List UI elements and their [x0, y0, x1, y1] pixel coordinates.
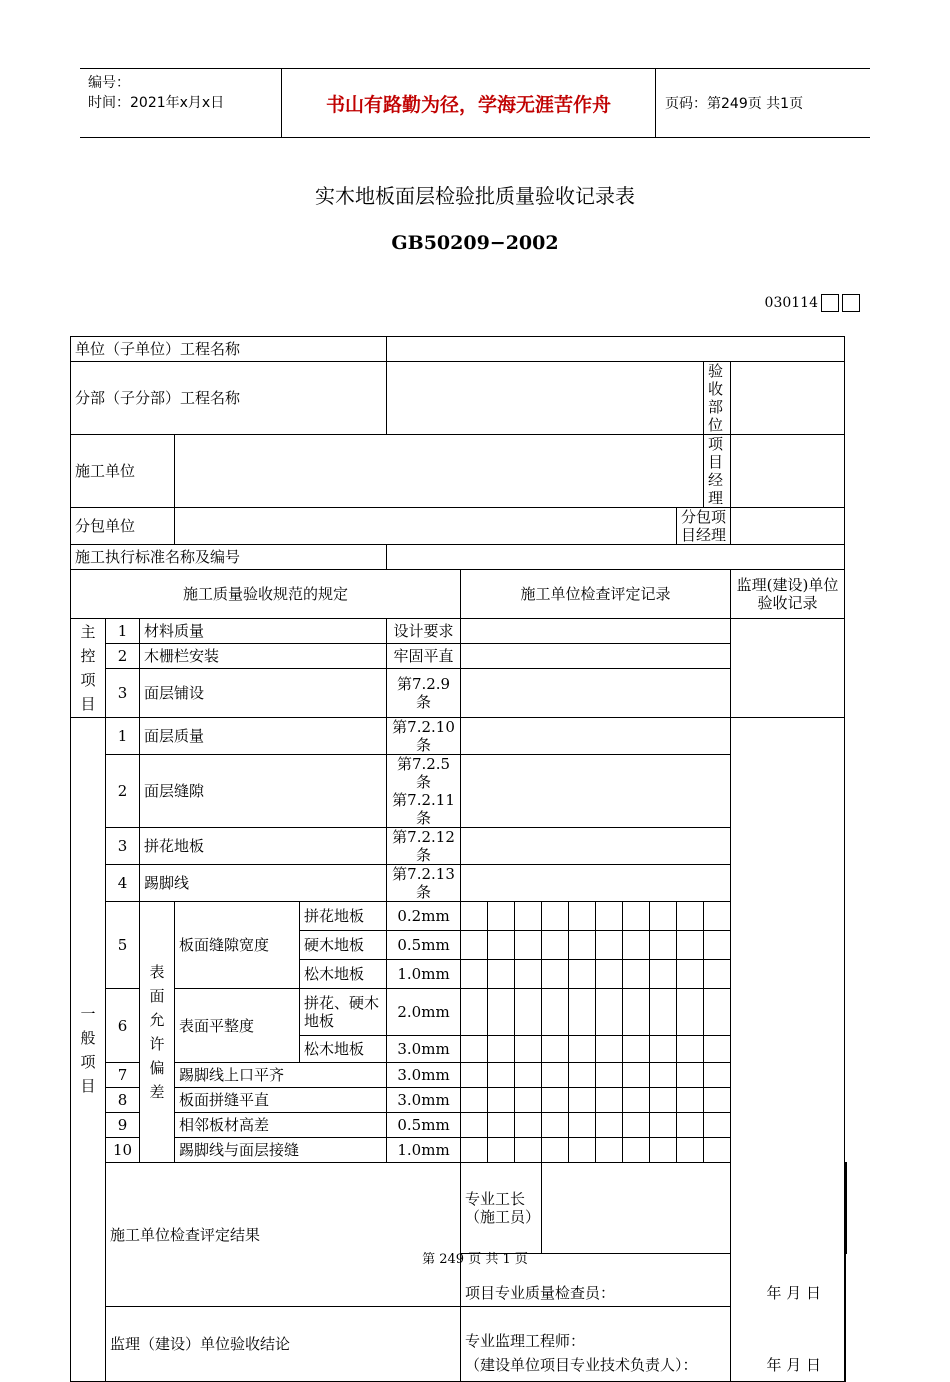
measure-cell[interactable] — [623, 1138, 650, 1163]
exec-standard-value[interactable] — [387, 545, 845, 570]
measure-cell[interactable] — [677, 902, 704, 931]
page-footer: 第 249 页 共 1 页 — [422, 1252, 528, 1267]
measure-cell[interactable] — [650, 931, 677, 960]
measure-cell[interactable] — [542, 931, 569, 960]
measure-cell[interactable] — [515, 1113, 542, 1138]
check-header: 施工单位检查评定记录 — [461, 570, 731, 619]
subcontract-unit-label: 分包单位 — [71, 508, 175, 545]
form-code — [765, 294, 860, 312]
measure-cell[interactable] — [488, 989, 515, 1036]
header-meta — [80, 69, 280, 137]
measure-cell[interactable] — [677, 1088, 704, 1113]
supervision-cell[interactable] — [461, 1307, 846, 1382]
main-supervise[interactable] — [731, 619, 845, 718]
measure-cell[interactable] — [650, 989, 677, 1036]
item-req: 第7.2.10条 — [387, 718, 461, 755]
sub-name-value[interactable] — [387, 362, 704, 435]
item-check[interactable] — [461, 669, 731, 718]
measure-cell[interactable] — [623, 931, 650, 960]
item-check[interactable] — [461, 718, 731, 755]
measure-cell[interactable] — [623, 1088, 650, 1113]
measure-cell[interactable] — [488, 1036, 515, 1063]
project-manager-value[interactable] — [731, 435, 845, 508]
measure-cell[interactable] — [596, 989, 623, 1036]
measure-cell[interactable] — [623, 1063, 650, 1088]
measure-cell[interactable] — [650, 1113, 677, 1138]
measure-cell[interactable] — [461, 1036, 488, 1063]
measure-cell[interactable] — [650, 1088, 677, 1113]
measure-cell[interactable] — [488, 902, 515, 931]
measure-cell[interactable] — [461, 1088, 488, 1113]
measure-cell[interactable] — [542, 1036, 569, 1063]
form-code-text: 030114 — [764, 295, 818, 311]
project-manager-label: 项目经理 — [704, 435, 731, 508]
item-name: 表面平整度 — [175, 989, 300, 1063]
sub-name-label: 分部（子分部）工程名称 — [71, 362, 387, 435]
item-name: 踢脚线与面层接缝 — [175, 1138, 387, 1163]
measure-cell[interactable] — [704, 902, 731, 931]
item-no: 7 — [106, 1063, 140, 1088]
inspector-label: 项目专业质量检查员： — [465, 1284, 616, 1302]
measure-cell[interactable] — [704, 931, 731, 960]
measure-cell[interactable] — [704, 989, 731, 1036]
sub-val: 2.0mm — [387, 989, 461, 1036]
item-no: 8 — [106, 1088, 140, 1113]
sub-type: 拼花、硬木地板 — [300, 989, 387, 1036]
header-motto: 书山有路勤为径，学海无涯苦作舟 — [281, 69, 656, 137]
sub-val: 0.5mm — [387, 1113, 461, 1138]
measure-cell[interactable] — [677, 960, 704, 989]
item-no: 5 — [106, 902, 140, 989]
measure-cell[interactable] — [542, 1138, 569, 1163]
item-name: 相邻板材高差 — [175, 1113, 387, 1138]
measure-cell[interactable] — [569, 989, 596, 1036]
measure-cell[interactable] — [569, 1063, 596, 1088]
sub-val: 3.0mm — [387, 1063, 461, 1088]
item-name: 板面缝隙宽度 — [175, 902, 300, 989]
measure-cell[interactable] — [623, 902, 650, 931]
item-check[interactable] — [461, 619, 731, 644]
sub-val: 3.0mm — [387, 1036, 461, 1063]
item-name: 面层缝隙 — [140, 755, 387, 828]
inspection-table — [70, 336, 847, 1382]
measure-cell[interactable] — [569, 1088, 596, 1113]
sub-type: 松木地板 — [300, 960, 387, 989]
item-name: 木栅栏安装 — [140, 644, 387, 669]
measure-cell[interactable] — [677, 1113, 704, 1138]
measure-cell[interactable] — [515, 931, 542, 960]
sub-val: 3.0mm — [387, 1088, 461, 1113]
team-leader-value[interactable] — [846, 1163, 847, 1254]
main-group-label: 主 控 项 目 — [71, 619, 106, 718]
measure-cell[interactable] — [569, 1036, 596, 1063]
item-name: 面层铺设 — [140, 669, 387, 718]
sub-val: 1.0mm — [387, 960, 461, 989]
measure-cell[interactable] — [596, 1113, 623, 1138]
supervise-header: 监理(建设)单位验收记录 — [731, 570, 845, 619]
measure-cell[interactable] — [488, 1063, 515, 1088]
item-req: 第7.2.12条 — [387, 828, 461, 865]
measure-cell[interactable] — [569, 1113, 596, 1138]
measure-cell[interactable] — [515, 1088, 542, 1113]
measure-cell[interactable] — [569, 960, 596, 989]
sub-val: 0.5mm — [387, 931, 461, 960]
item-req: 第7.2.13条 — [387, 865, 461, 902]
measure-cell[interactable] — [704, 960, 731, 989]
owner-line — [465, 1353, 841, 1377]
measure-cell[interactable] — [677, 989, 704, 1036]
measure-cell[interactable] — [488, 1113, 515, 1138]
page-title: 实木地板面层检验批质量验收记录表 — [315, 184, 635, 208]
item-no: 10 — [106, 1138, 140, 1163]
item-name: 材料质量 — [140, 619, 387, 644]
measure-cell[interactable] — [461, 902, 488, 931]
item-no: 1 — [106, 718, 140, 755]
measure-cell[interactable] — [704, 1036, 731, 1063]
item-req: 第7.2.5条 — [396, 755, 451, 791]
engineer-label: 专业监理工程师： — [465, 1332, 586, 1350]
measure-cell[interactable] — [596, 1063, 623, 1088]
measure-cell[interactable] — [542, 989, 569, 1036]
measure-cell[interactable] — [650, 960, 677, 989]
owner-label: （建设单位项目专业技术负责人）： — [465, 1356, 698, 1374]
foreman-label: 专业工长（施工员） — [461, 1163, 542, 1254]
measure-cell[interactable] — [515, 1036, 542, 1063]
item-check[interactable] — [461, 755, 731, 828]
measure-cell[interactable] — [704, 1088, 731, 1113]
accept-part-label: 验收部位 — [704, 362, 731, 435]
unit-name-value[interactable] — [387, 337, 845, 362]
measure-cell[interactable] — [569, 931, 596, 960]
item-check[interactable] — [461, 644, 731, 669]
general-group-label: 一 般 项 目 — [71, 718, 106, 1382]
measure-cell[interactable] — [515, 1138, 542, 1163]
item-check[interactable] — [461, 828, 731, 865]
sub-val: 1.0mm — [387, 1138, 461, 1163]
code-box[interactable] — [842, 294, 860, 312]
measure-cell[interactable] — [461, 931, 488, 960]
item-no: 3 — [106, 828, 140, 865]
measure-cell[interactable] — [488, 960, 515, 989]
result-date: 年 月 日 — [766, 1284, 822, 1302]
measure-cell[interactable] — [542, 1088, 569, 1113]
header-page: 页码：第249页 共1页 — [665, 96, 804, 112]
sub-type: 拼花地板 — [300, 902, 387, 931]
exec-standard-label: 施工执行标准名称及编号 — [71, 545, 387, 570]
measure-cell[interactable] — [542, 1113, 569, 1138]
measure-cell[interactable] — [515, 1063, 542, 1088]
sub-type: 硬木地板 — [300, 931, 387, 960]
item-req: 第7.2.9条 — [387, 669, 461, 718]
item-req: 第7.2.11条 — [392, 791, 455, 827]
measure-cell[interactable] — [704, 1113, 731, 1138]
foreman-value[interactable] — [542, 1163, 731, 1254]
item-name: 面层质量 — [140, 718, 387, 755]
measure-cell[interactable] — [596, 1036, 623, 1063]
code-box[interactable] — [821, 294, 839, 312]
measure-cell[interactable] — [650, 1036, 677, 1063]
sub-val: 0.2mm — [387, 902, 461, 931]
result-label: 施工单位检查评定结果 — [106, 1163, 461, 1307]
measure-cell[interactable] — [677, 1138, 704, 1163]
item-no: 4 — [106, 865, 140, 902]
item-no: 2 — [106, 644, 140, 669]
measure-cell[interactable] — [623, 1036, 650, 1063]
supervision-label: 监理（建设）单位验收结论 — [106, 1307, 461, 1382]
measure-cell[interactable] — [461, 1138, 488, 1163]
measure-cell[interactable] — [569, 902, 596, 931]
item-name: 踢脚线 — [140, 865, 387, 902]
item-no: 3 — [106, 669, 140, 718]
measure-cell[interactable] — [461, 1063, 488, 1088]
measure-cell[interactable] — [704, 1138, 731, 1163]
measure-cell[interactable] — [488, 1088, 515, 1113]
measure-cell[interactable] — [461, 989, 488, 1036]
measure-cell[interactable] — [596, 1088, 623, 1113]
measure-cell[interactable] — [596, 1138, 623, 1163]
page-header — [80, 68, 870, 138]
measure-cell[interactable] — [542, 1063, 569, 1088]
measure-cell[interactable] — [650, 902, 677, 931]
measure-cell[interactable] — [461, 1113, 488, 1138]
measure-cell[interactable] — [461, 960, 488, 989]
item-no: 6 — [106, 989, 140, 1063]
accept-part-value[interactable] — [731, 362, 845, 435]
sub-project-manager-label: 分包项目经理 — [677, 508, 731, 545]
measure-cell[interactable] — [488, 1138, 515, 1163]
measure-cell[interactable] — [569, 1138, 596, 1163]
item-req: 设计要求 — [387, 619, 461, 644]
measure-cell[interactable] — [596, 902, 623, 931]
time-label: 时间：2021年x月x日 — [88, 95, 225, 111]
sub-type: 松木地板 — [300, 1036, 387, 1063]
item-name: 板面拼缝平直 — [175, 1088, 387, 1113]
subcontract-unit-value[interactable] — [175, 508, 677, 545]
unit-name-label: 单位（子单位）工程名称 — [71, 337, 387, 362]
number-label: 编号： — [88, 75, 130, 91]
sub-project-manager-value[interactable] — [731, 508, 845, 545]
measure-cell[interactable] — [704, 1063, 731, 1088]
measure-cell[interactable] — [677, 1063, 704, 1088]
item-no: 2 — [106, 755, 140, 828]
standard-code: GB50209−2002 — [391, 232, 559, 254]
measure-cell[interactable] — [677, 1036, 704, 1063]
measure-cell[interactable] — [542, 902, 569, 931]
item-name: 拼花地板 — [140, 828, 387, 865]
construct-unit-label: 施工单位 — [71, 435, 175, 508]
spec-header: 施工质量验收规范的规定 — [71, 570, 461, 619]
measure-cell[interactable] — [596, 960, 623, 989]
measure-cell[interactable] — [488, 931, 515, 960]
measure-cell[interactable] — [650, 1063, 677, 1088]
item-req-multi — [387, 755, 461, 828]
measure-cell[interactable] — [515, 960, 542, 989]
measure-cell[interactable] — [623, 960, 650, 989]
measure-cell[interactable] — [623, 989, 650, 1036]
measure-cell[interactable] — [623, 1113, 650, 1138]
supervision-date: 年 月 日 — [766, 1356, 822, 1374]
item-no: 1 — [106, 619, 140, 644]
measure-cell[interactable] — [650, 1138, 677, 1163]
item-name: 踢脚线上口平齐 — [175, 1063, 387, 1088]
item-check[interactable] — [461, 865, 731, 902]
item-req: 牢固平直 — [387, 644, 461, 669]
measure-cell[interactable] — [542, 960, 569, 989]
measure-cell[interactable] — [596, 931, 623, 960]
item-no: 9 — [106, 1113, 140, 1138]
construct-unit-value[interactable] — [175, 435, 704, 508]
measure-cell[interactable] — [515, 902, 542, 931]
tolerance-group-label: 表 面 允 许 偏 差 — [140, 902, 175, 1163]
measure-cell[interactable] — [515, 989, 542, 1036]
measure-cell[interactable] — [677, 931, 704, 960]
